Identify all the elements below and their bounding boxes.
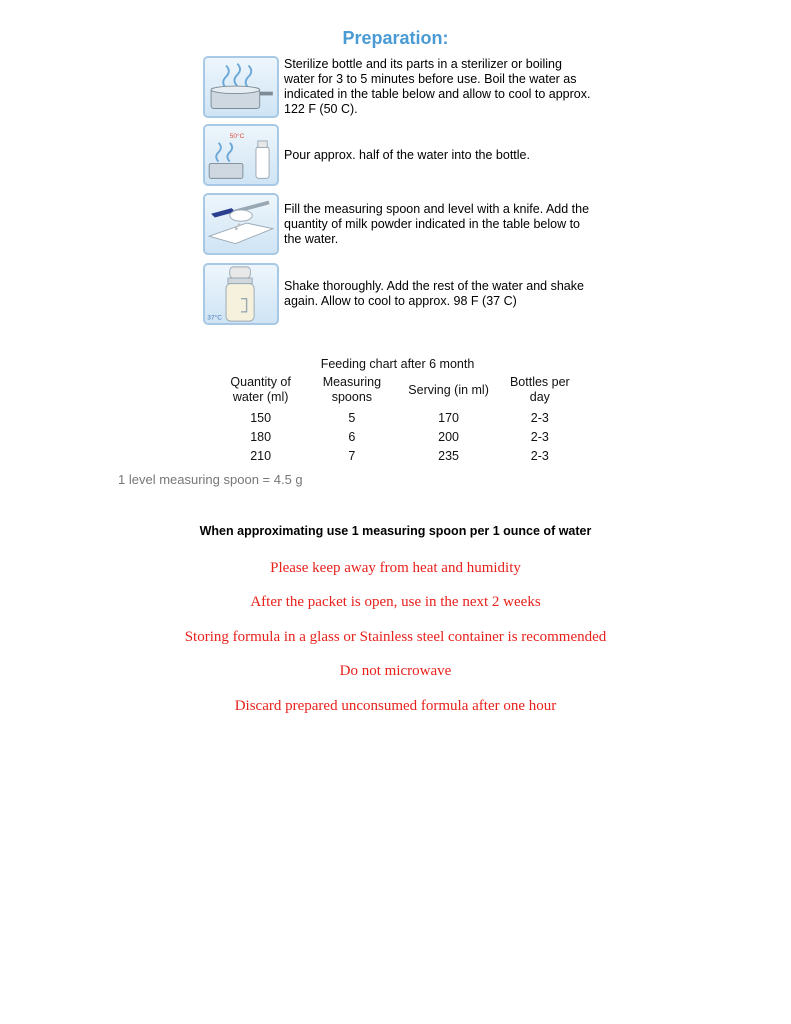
shake-bottle-icon (203, 263, 279, 325)
feeding-chart-title: Feeding chart after 6 month (320, 357, 475, 371)
feeding-table (215, 375, 580, 466)
table-cell: 210 (250, 449, 272, 463)
page-title: Preparation: (342, 28, 449, 48)
boiling-pot-icon (203, 56, 279, 118)
step-4 (203, 263, 603, 329)
table-cell: 6 (348, 430, 356, 444)
column-header: Serving (in ml) (408, 382, 489, 397)
table-cell: 7 (348, 449, 356, 463)
temperature-label-50: 50°C (229, 133, 245, 141)
step-4-text: Shake thoroughly. Add the rest of the water and shake again. Allow to cool to approx. 98 F (37 C) (284, 279, 584, 308)
temperature-label-37: 37°C (207, 314, 222, 322)
table-row (215, 447, 580, 466)
step-2 (203, 124, 603, 190)
step-1-text: Sterilize bottle and its parts in a sterilizer or boiling water for 3 to 5 minutes before use. Boil the water as indicated in the table below and allow to cool to approx. 122 F (50 C). (284, 57, 591, 116)
step-1 (203, 56, 603, 122)
table-row (215, 409, 580, 428)
table-cell: 5 (348, 411, 356, 425)
table-cell: 235 (438, 449, 460, 463)
feeding-chart (215, 357, 580, 466)
column-header: Quantity of water (ml) (230, 375, 291, 404)
table-row (215, 428, 580, 447)
table-cell: 180 (250, 430, 272, 444)
column-header: Measuring spoons (322, 375, 382, 404)
table-cell: 170 (438, 411, 460, 425)
step-2-text: Pour approx. half of the water into the bottle. (284, 147, 530, 162)
pour-water-icon (203, 124, 279, 186)
warning-microwave: Do not microwave (339, 663, 452, 679)
table-cell: 2-3 (530, 411, 549, 425)
column-header: Bottles per day (509, 375, 570, 404)
warning-discard: Discard prepared unconsumed formula after one hour (234, 698, 557, 714)
warning-packet-open: After the packet is open, use in the next 2 weeks (250, 594, 541, 610)
table-cell: 2-3 (530, 449, 549, 463)
table-cell: 2-3 (530, 430, 549, 444)
approximation-note: When approximating use 1 measuring spoon per 1 ounce of water (199, 524, 592, 538)
table-cell: 200 (438, 430, 460, 444)
step-3-text: Fill the measuring spoon and level with a knife. Add the quantity of milk powder indicated in the table below to the water. (284, 201, 590, 246)
table-cell: 150 (250, 411, 272, 425)
step-3 (203, 193, 603, 259)
table-header-row (215, 375, 580, 409)
warning-storage: Storing formula in a glass or Stainless steel container is recommended (184, 629, 607, 645)
warning-heat: Please keep away from heat and humidity (270, 560, 521, 576)
measuring-spoon-icon (203, 193, 279, 255)
spoon-note: 1 level measuring spoon = 4.5 g (118, 472, 303, 487)
